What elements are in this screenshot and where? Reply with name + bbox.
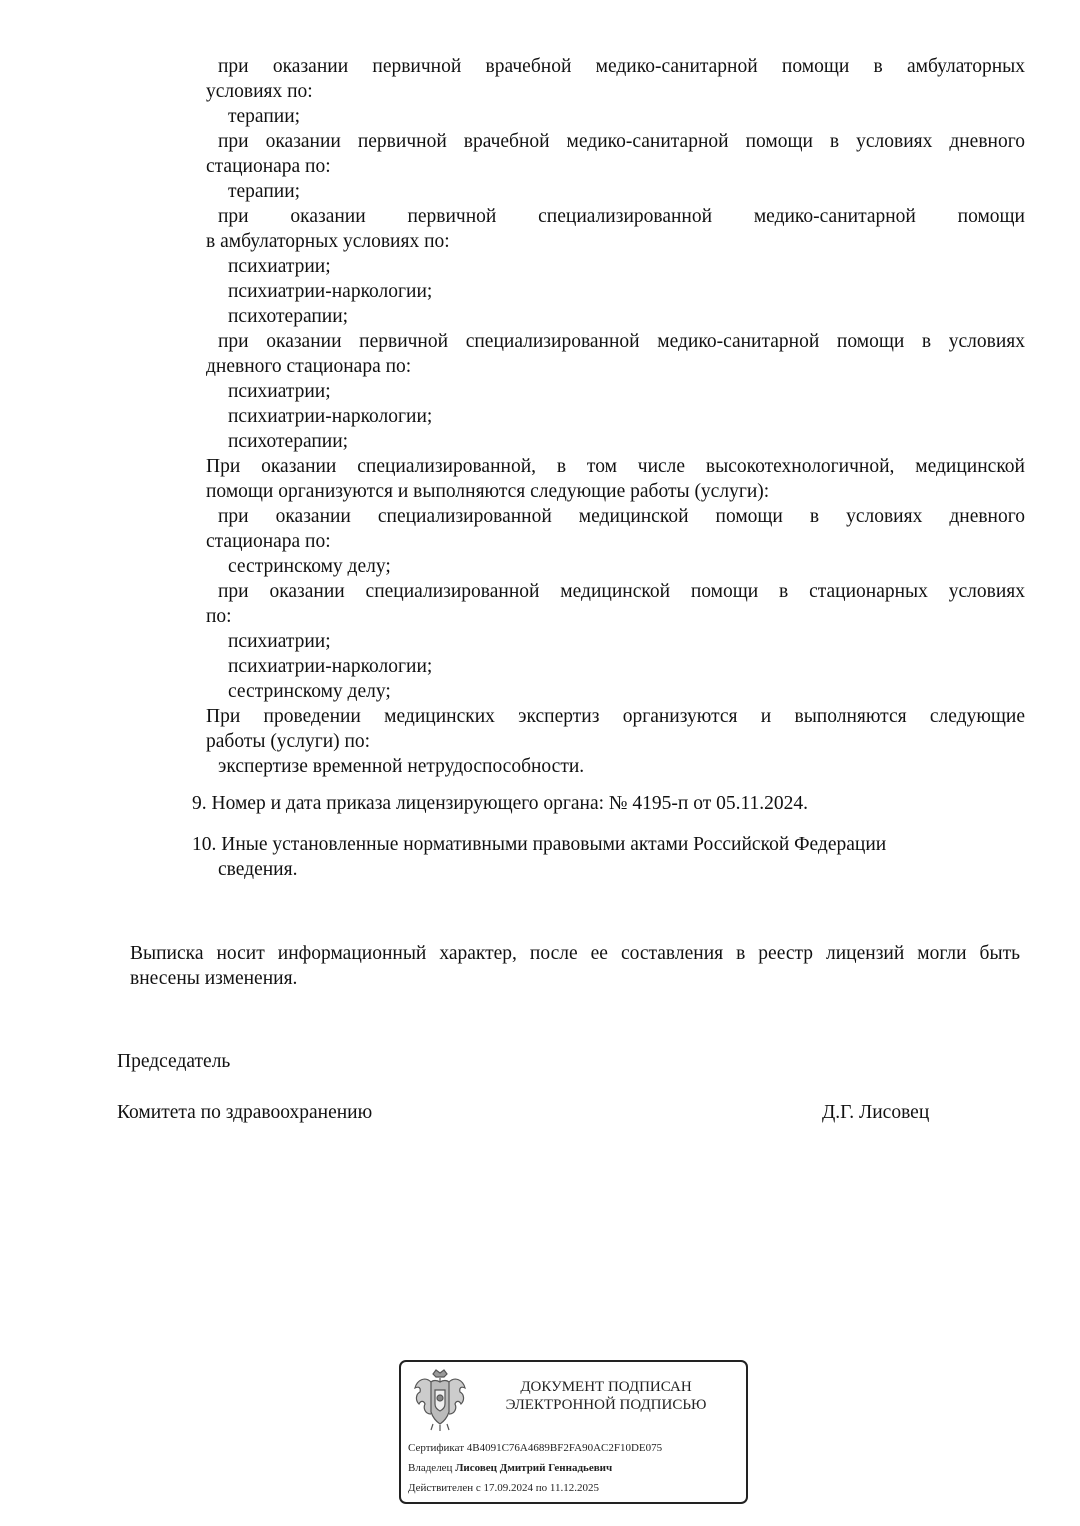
text-line: в амбулаторных условиях по: <box>206 231 450 252</box>
certificate-value: 4B4091C76A4689BF2FA90AC2F10DE075 <box>466 1442 663 1454</box>
text-line: психиатрии; <box>228 631 331 652</box>
electronic-signature-stamp <box>399 1360 748 1504</box>
text-line: сестринскому делу; <box>228 681 391 702</box>
stamp-heading <box>481 1378 731 1414</box>
coat-of-arms-icon <box>411 1368 469 1432</box>
owner-row <box>408 1461 612 1475</box>
text-line: психиатрии-наркологии; <box>228 406 433 427</box>
text-line: психиатрии-наркологии; <box>228 656 433 677</box>
validity-row: Действителен с 17.09.2024 по 11.12.2025 <box>408 1482 599 1494</box>
text-line: При проведении медицинских экспертиз организуются и выполняются следующие <box>206 706 1025 727</box>
notice-line-2: внесены изменения. <box>130 968 298 989</box>
text-line: условиях по: <box>206 81 313 102</box>
text-line: терапии; <box>228 106 301 127</box>
informational-notice <box>130 941 1020 991</box>
text-line: При оказании специализированной, в том числе высокотехнологичной, медицинской <box>206 456 1025 477</box>
certificate-row <box>408 1441 662 1455</box>
license-activities-list <box>206 54 1025 779</box>
text-line: сестринскому делу; <box>228 556 391 577</box>
text-line: психотерапии; <box>228 431 349 452</box>
text-line: дневного стационара по: <box>206 356 412 377</box>
signatory-name: Д.Г. Лисовец <box>822 1102 930 1123</box>
text-line: при оказании специализированной медицинской помощи в стационарных условиях <box>218 581 1025 602</box>
text-line: психотерапии; <box>228 306 349 327</box>
text-line: психиатрии-наркологии; <box>228 281 433 302</box>
text-line: работы (услуги) по: <box>206 731 371 752</box>
text-line: психиатрии; <box>228 256 331 277</box>
owner-value: Лисовец Дмитрий Геннадьевич <box>455 1462 613 1474</box>
text-line: помощи организуются и выполняются следующие работы (услуги): <box>206 481 770 502</box>
order-number-item: 9. Номер и дата приказа лицензирующего органа: № 4195-п от 05.11.2024. <box>192 793 809 814</box>
text-line: стационара по: <box>206 156 331 177</box>
text-line: терапии; <box>228 181 301 202</box>
other-info-line-2: сведения. <box>218 859 298 880</box>
text-line: экспертизе временной нетрудоспособности. <box>218 756 585 777</box>
certificate-label: Сертификат <box>408 1442 464 1454</box>
other-info-item <box>192 832 992 882</box>
text-line: при оказании специализированной медицинской помощи в условиях дневного <box>218 506 1025 527</box>
text-line: при оказании первичной врачебной медико-санитарной помощи в амбулаторных <box>218 56 1025 77</box>
other-info-line-1: 10. Иные установленные нормативными правовыми актами Российской Федерации <box>192 834 887 855</box>
stamp-heading-line-1: ДОКУМЕНТ ПОДПИСАН <box>520 1379 692 1395</box>
text-line: психиатрии; <box>228 381 331 402</box>
text-line: при оказании первичной врачебной медико-санитарной помощи в условиях дневного <box>218 131 1025 152</box>
signatory-organization: Комитета по здравоохранению <box>117 1102 373 1123</box>
text-line: при оказании первичной специализированной медико-санитарной помощи в условиях <box>218 331 1025 352</box>
owner-label: Владелец <box>408 1462 453 1474</box>
notice-line-1: Выписка носит информационный характер, после ее составления в реестр лицензий могли быть <box>130 943 1020 964</box>
text-line: при оказании первичной специализированной медико-санитарной помощи <box>218 206 1025 227</box>
text-line: стационара по: <box>206 531 331 552</box>
signatory-title: Председатель <box>117 1051 231 1072</box>
stamp-heading-line-2: ЭЛЕКТРОННОЙ ПОДПИСЬЮ <box>505 1397 707 1413</box>
text-line: по: <box>206 606 232 627</box>
